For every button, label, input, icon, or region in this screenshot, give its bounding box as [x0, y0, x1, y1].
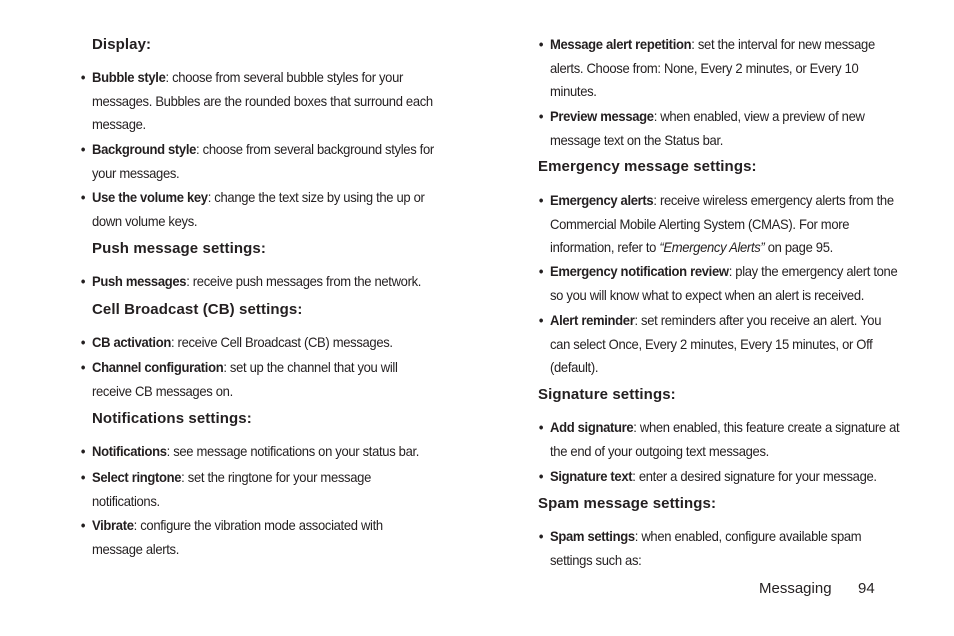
- item-text: : when enabled, configure available spam settings such as:: [550, 528, 862, 568]
- item-text: : receive push messages from the network.: [186, 273, 422, 289]
- list-item: [538, 309, 894, 380]
- bullet: •: [538, 108, 544, 124]
- item-term: Select ringtone: [92, 469, 182, 485]
- list-item: [80, 270, 464, 294]
- footer-section-name: Messaging: [759, 580, 832, 597]
- item-text: : set the ringtone for your message notifications.: [92, 469, 371, 509]
- list-item: [80, 356, 431, 403]
- item-term: Channel configuration: [92, 359, 224, 375]
- list-item: [80, 466, 408, 513]
- item-term: Signature text: [550, 468, 633, 484]
- item-term: Spam settings: [550, 528, 635, 544]
- item-text: : set the interval for new message alerts. Choose from: None, Every 2 minutes, or Every 10 minutes.: [550, 36, 875, 99]
- signature-heading: Signature settings:: [538, 386, 676, 403]
- bullet: •: [538, 36, 544, 52]
- bullet: •: [538, 528, 544, 544]
- item-term: Notifications: [92, 443, 167, 459]
- bullet: •: [538, 468, 544, 484]
- bullet: •: [80, 189, 86, 205]
- list-item: [538, 465, 922, 489]
- display-heading: Display:: [92, 36, 152, 53]
- item-text: : choose from several bubble styles for your messages. Bubbles are the rounded boxes that surround each message.: [92, 69, 433, 132]
- bullet: •: [538, 192, 544, 208]
- bullet: •: [80, 141, 86, 157]
- list-item: [80, 440, 464, 464]
- item-text: : receive wireless emergency alerts from the Commercial Mobile Alerting System (CMAS). For more information, refer to: [550, 192, 894, 255]
- item-text: : play the emergency alert tone so you will know what to expect when an alert is received.: [550, 263, 898, 303]
- bullet: •: [538, 419, 544, 435]
- cell-broadcast-heading: Cell Broadcast (CB) settings:: [92, 301, 303, 318]
- item-text: : set reminders after you receive an alert. You can select Once, Every 2 minutes, Every 15 minutes, or Off (default).: [550, 312, 882, 375]
- item-text: : see message notifications on your status bar.: [166, 443, 420, 459]
- list-item: [538, 189, 894, 260]
- emergency-heading: Emergency message settings:: [538, 158, 757, 175]
- item-text-suffix: on page 95.: [764, 239, 833, 255]
- item-term: Bubble style: [92, 69, 166, 85]
- item-term: Preview message: [550, 108, 654, 124]
- cross-reference-link[interactable]: “Emergency Alerts”: [659, 239, 765, 255]
- item-text: : choose from several background styles for your messages.: [92, 141, 434, 181]
- page-number: 94: [858, 580, 875, 597]
- bullet: •: [80, 273, 86, 289]
- item-term: Emergency notification review: [550, 263, 729, 279]
- item-text: : when enabled, this feature create a signature at the end of your outgoing text messages.: [550, 419, 900, 459]
- bullet: •: [80, 334, 86, 350]
- spam-heading: Spam message settings:: [538, 495, 717, 512]
- item-text: : configure the vibration mode associated with message alerts.: [92, 517, 383, 557]
- item-text: : enter a desired signature for your message.: [632, 468, 877, 484]
- item-term: Vibrate: [92, 517, 134, 533]
- item-term: Use the volume key: [92, 189, 208, 205]
- bullet: •: [538, 312, 544, 328]
- list-item: [80, 514, 408, 561]
- list-item: [538, 416, 908, 463]
- item-term: Background style: [92, 141, 197, 157]
- item-term: Push messages: [92, 273, 187, 289]
- item-term: Emergency alerts: [550, 192, 654, 208]
- item-text: : set up the channel that you will receive CB messages on.: [92, 359, 398, 399]
- item-text: : change the text size by using the up or down volume keys.: [92, 189, 425, 229]
- list-item: [80, 66, 450, 137]
- bullet: •: [80, 359, 86, 375]
- notifications-heading: Notifications settings:: [92, 410, 252, 427]
- list-item: [538, 525, 894, 572]
- item-term: CB activation: [92, 334, 171, 350]
- bullet: •: [80, 469, 86, 485]
- push-heading: Push message settings:: [92, 240, 266, 257]
- item-term: Message alert repetition: [550, 36, 692, 52]
- item-text: : when enabled, view a preview of new message text on the Status bar.: [550, 108, 865, 148]
- bullet: •: [80, 443, 86, 459]
- list-item: [80, 138, 445, 185]
- list-item: [538, 260, 908, 307]
- list-item: [80, 186, 445, 233]
- item-term: Alert reminder: [550, 312, 635, 328]
- bullet: •: [538, 263, 544, 279]
- item-term: Add signature: [550, 419, 634, 435]
- item-text: : receive Cell Broadcast (CB) messages.: [170, 334, 393, 350]
- bullet: •: [80, 69, 86, 85]
- list-item: [538, 105, 889, 152]
- bullet: •: [80, 517, 86, 533]
- list-item: [80, 331, 464, 355]
- list-item: [538, 33, 902, 104]
